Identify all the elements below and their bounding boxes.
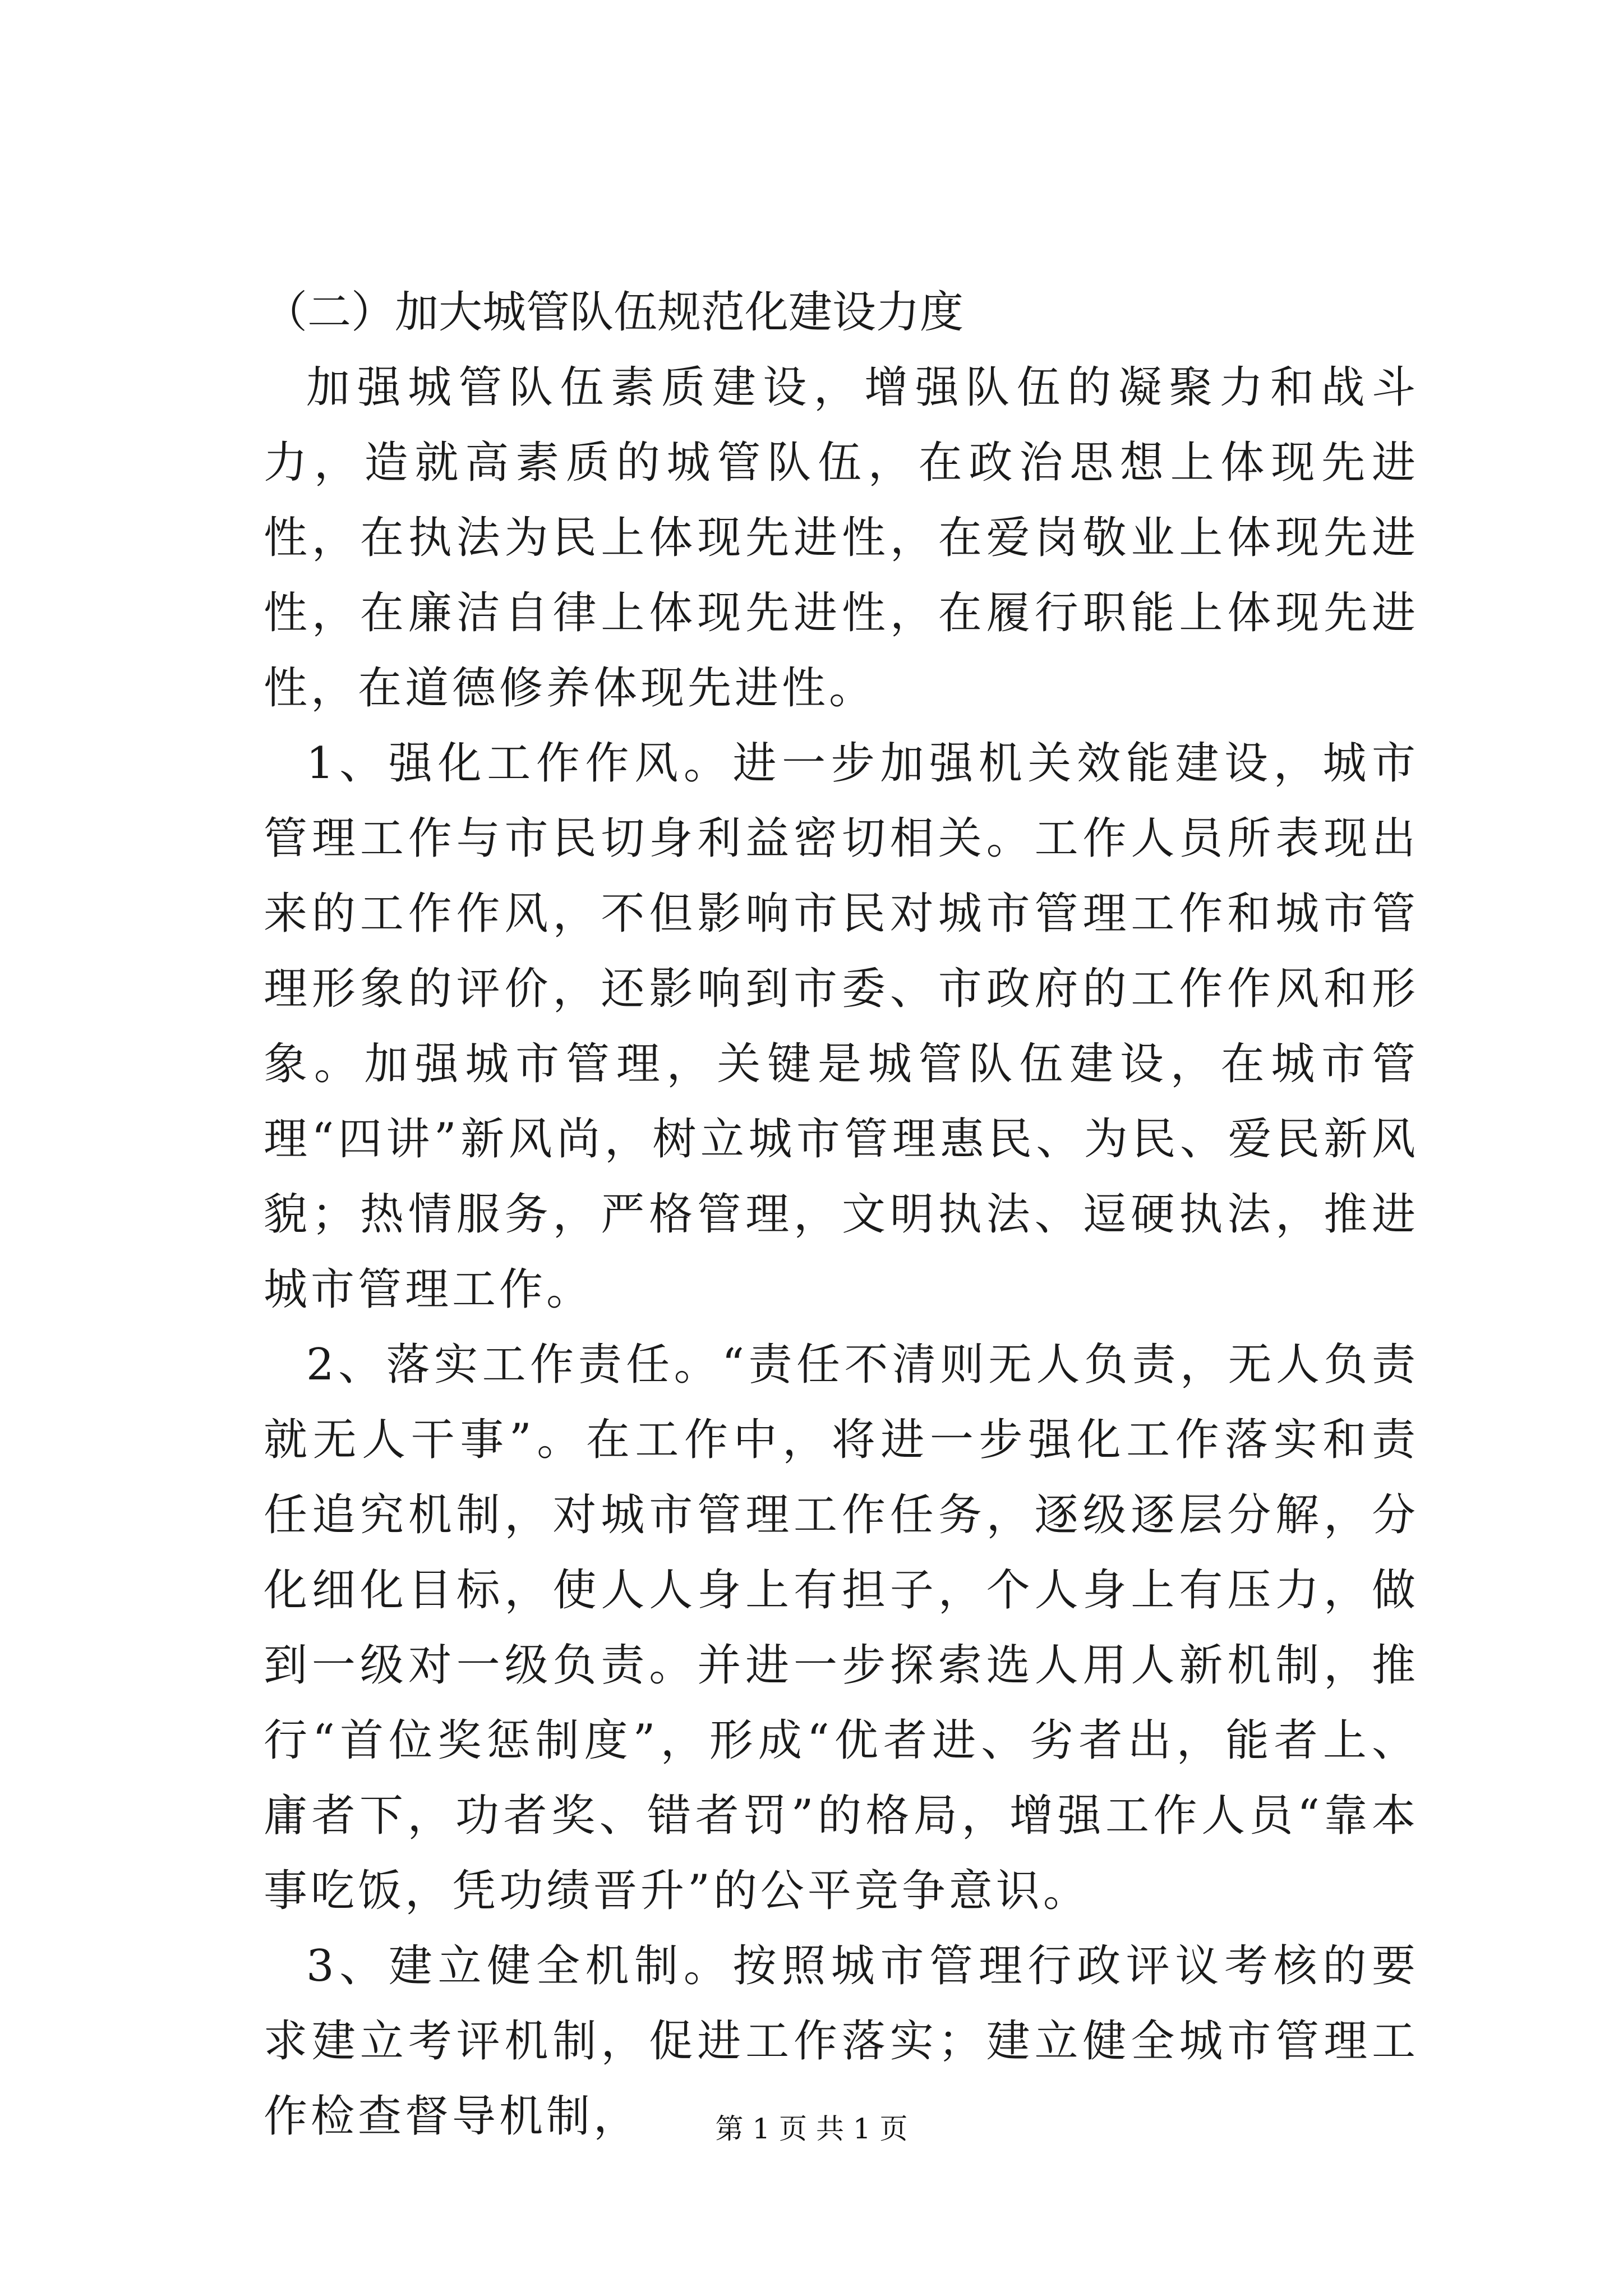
paragraph-work-style: 1、强化工作作风。进一步加强机关效能建设，城市管理工作与市民切身利益密切相关。工作人员所表现出来的工作作风，不但影响市民对城市管理工作和城市管理形象的评价，还影响到市委、市政府的工作作风和形象。加强城市管理，关键是城管队伍建设，在城市管理“四讲”新风尚，树立城市管理惠民、为民、爱民新风貌；热情服务，严格管理，文明执法、逗硬执法，推进城市管理工作。 <box>264 738 1419 1315</box>
page-footer: 第 1 页 共 1 页 <box>715 2113 908 2145</box>
paragraph-mechanism: 3、建立健全机制。按照城市管理行政评议考核的要求建立考评机制，促进工作落实；建立健全城市管理工作检查督导机制， <box>264 1941 1419 2142</box>
section-heading: （二）加大城管队伍规范化建设力度 <box>264 287 964 338</box>
document-body <box>264 275 1419 2154</box>
paragraph-intro: 加强城管队伍素质建设，增强队伍的凝聚力和战斗力，造就高素质的城管队伍，在政治思想上体现先进性，在执法为民上体现先进性，在爱岗敬业上体现先进性，在廉洁自律上体现先进性，在履行职能上体现先进性，在道德修养体现先进性。 <box>264 362 1419 714</box>
paragraph-responsibility: 2、落实工作责任。“责任不清则无人负责，无人负责就无人干事”。在工作中，将进一步强化工作落实和责任追究机制，对城市管理工作任务，逐级逐层分解，分化细化目标，使人人身上有担子，个人身上有压力，做到一级对一级负责。并进一步探索选人用人新机制，推行“首位奖惩制度”，形成“优者进、劣者出，能者上、庸者下，功者奖、错者罚”的格局，增强工作人员“靠本事吃饭，凭功绩晋升”的公平竞争意识。 <box>264 1340 1419 1916</box>
